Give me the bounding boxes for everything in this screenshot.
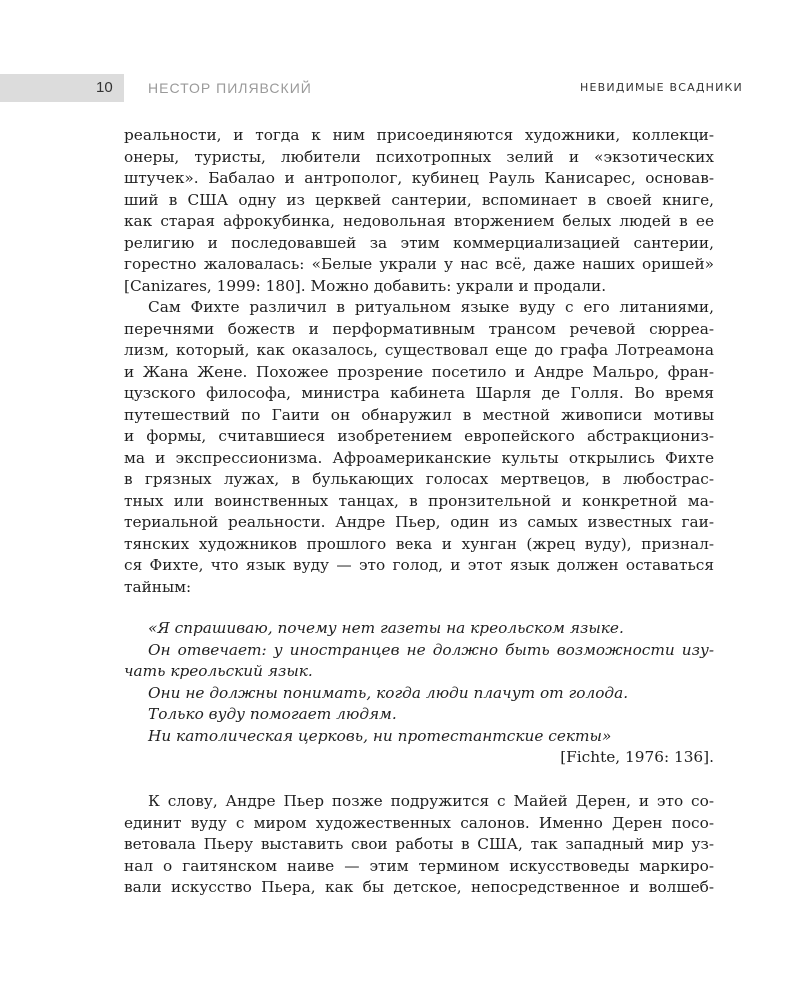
paragraph-3: [124, 791, 714, 899]
quote-line: Ни католическая церковь, ни протестантские секты»: [148, 726, 612, 745]
text-line: перечнями божеств и перформативным трансом речевой сюрреа-: [124, 319, 714, 338]
quote-line: Только вуду помогает людям.: [148, 705, 397, 723]
text-line: ся Фихте, что язык вуду — это голод, и этот язык должен оставаться: [124, 556, 714, 574]
text-line: ветовала Пьеру выставить свои работы в США, так западный мир уз-: [124, 835, 714, 853]
text-line: онеры, туристы, любители психотропных зелий и «экзотических: [124, 147, 714, 166]
text-line: ший в США одну из церквей сантерии, вспоминает в своей книге,: [124, 190, 714, 209]
text-line: тайным:: [124, 577, 192, 596]
quote-source: [Fichte, 1976: 136].: [560, 748, 714, 766]
quote-line: чать креольский язык.: [124, 662, 313, 680]
text-line: нал о гаитянском наиве — этим термином искусствоведы маркиро-: [124, 856, 714, 875]
text-line: штучек». Бабалао и антрополог, кубинец Рауль Канисарес, основав-: [124, 169, 714, 187]
text-line: и формы, считавшиеся изобретением европейского абстракциониз-: [124, 427, 714, 445]
quote-line: «Я спрашиваю, почему нет газеты на креольском языке.: [148, 619, 624, 637]
text-line: териальной реальности. Андре Пьер, один из самых известных гаи-: [124, 513, 714, 531]
text-line: как старая афрокубинка, недовольная вторжением белых людей в ее: [124, 212, 714, 230]
paragraph-2: [124, 297, 714, 598]
text-line: тных или воинственных танцах, в пронзительной и конкретной ма-: [124, 491, 714, 510]
text-line: горестно жаловалась: «Белые украли у нас всё, даже наших оришей»: [124, 255, 714, 273]
text-line: реальности, и тогда к ним присоединяются художники, коллекци-: [124, 126, 714, 144]
text-line: религию и последовавшей за этим коммерциализацией сантерии,: [124, 233, 714, 252]
quote-line: Они не должны понимать, когда люди плачут от голода.: [148, 683, 629, 702]
quote-line: Он отвечает: у иностранцев не должно быть возможности изу-: [148, 640, 714, 659]
text-line: и Жана Жене. Похожее прозрение посетило и Андре Мальро, фран-: [124, 362, 714, 381]
running-head-book-title: НЕВИДИМЫЕ ВСАДНИКИ: [580, 81, 743, 94]
text-line: Сам Фихте различил в ритуальном языке вуду с его литаниями,: [148, 298, 714, 316]
text-line: ма и экспрессионизма. Афроамериканские культы открылись Фихте: [124, 448, 714, 467]
text-line: цузского философа, министра кабинета Шарля де Голля. Во время: [124, 384, 714, 402]
running-head-author: НЕСТОР ПИЛЯВСКИЙ: [148, 80, 312, 96]
text-line: К слову, Андре Пьер позже подружится с Майей Дерен, и это со-: [148, 792, 714, 810]
text-line: вали искусство Пьера, как бы детское, непосредственное и волшеб-: [124, 878, 714, 896]
text-line: путешествий по Гаити он обнаружил в местной живописи мотивы: [124, 405, 714, 424]
text-line: тянских художников прошлого века и хунган (жрец вуду), признал-: [124, 534, 714, 553]
text-line: [Canizares, 1999: 180]. Можно добавить: украли и продали.: [124, 276, 607, 295]
text-line: лизм, который, как оказалось, существовал еще до графа Лотреамона: [124, 341, 714, 359]
text-line: в грязных лужах, в булькающих голосах мертвецов, в любострас-: [124, 470, 714, 488]
epigraph-quote: [124, 618, 714, 769]
page-number: 10: [96, 79, 113, 96]
paragraph-1: [124, 125, 714, 297]
text-line: единит вуду с миром художественных салонов. Именно Дерен посо-: [124, 813, 714, 832]
